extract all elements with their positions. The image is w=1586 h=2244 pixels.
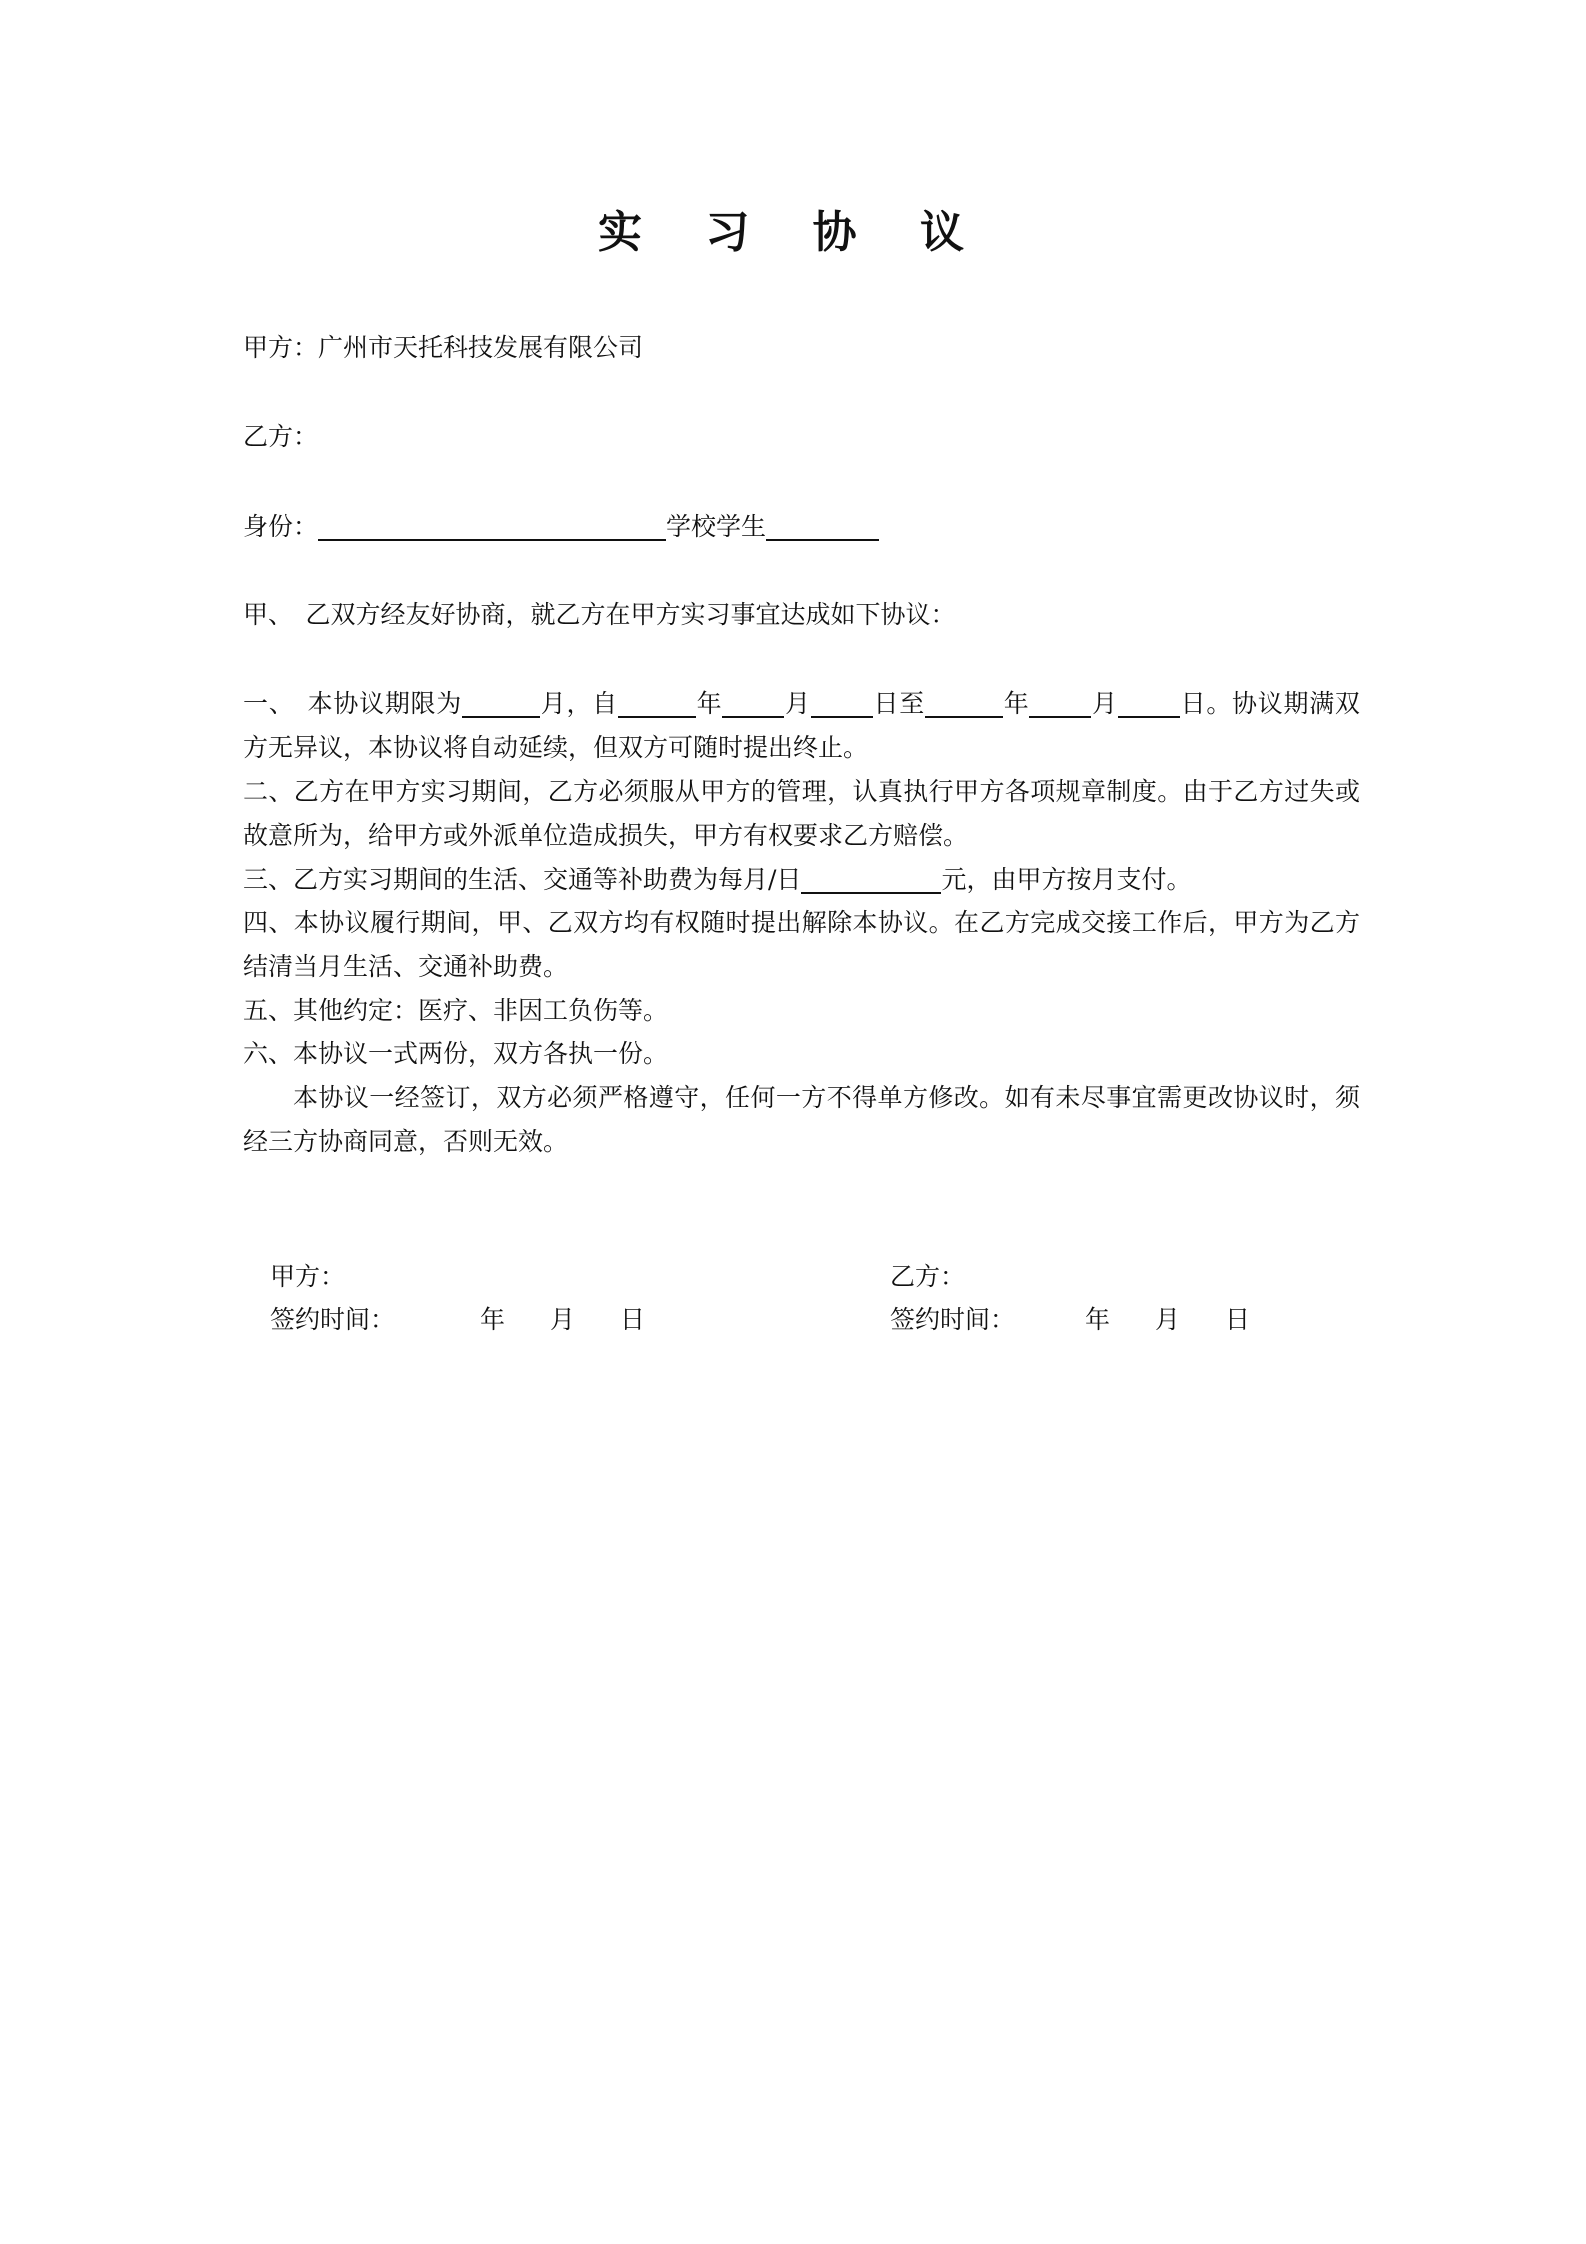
clause-3-suffix: 元，由甲方按月支付。 [941, 865, 1192, 894]
clause-5: 五、其他约定：医疗、非因工负伤等。 [243, 996, 669, 1025]
sign-day-b: 日 [1225, 1305, 1251, 1334]
clause-1-prefix: 一、 本协议期限为 [243, 689, 462, 718]
clause-2: 二、乙方在甲方实习期间，乙方必须服从甲方的管理，认真执行甲方各项规章制度。由于乙方过失或故意所为，给甲方或外派单位造成损失，甲方有权要求乙方赔偿。 [243, 777, 1360, 850]
end-day-blank[interactable] [1118, 686, 1180, 718]
signature-date-a [270, 1298, 645, 1342]
sign-year-b: 年 [1085, 1305, 1111, 1334]
start-year-blank[interactable] [618, 686, 696, 718]
clause-3-prefix: 三、乙方实习期间的生活、交通等补助费为每月/日 [243, 865, 802, 894]
clause-4: 四、本协议履行期间，甲、乙双方均有权随时提出解除本协议。在乙方完成交接工作后，甲方为乙方结清当月生活、交通补助费。 [243, 908, 1360, 981]
start-day-blank[interactable] [811, 686, 873, 718]
clause-6: 六、本协议一式两份，双方各执一份。 [243, 1039, 669, 1068]
sign-time-label-b: 签约时间： [890, 1305, 1016, 1334]
sign-month-b: 月 [1155, 1305, 1181, 1334]
clause-1-month-text: 月，自 [540, 689, 618, 718]
signature-party-a: 甲方： [270, 1262, 346, 1291]
sign-year-a: 年 [480, 1305, 506, 1334]
signature-date-b [890, 1298, 1250, 1342]
party-b-line: 乙方： [243, 422, 319, 451]
document-title: 实 习 协 议 [598, 207, 988, 258]
clause-1-month1: 月 [784, 689, 811, 718]
identity-blank[interactable] [318, 509, 666, 541]
identity-label: 身份： [243, 512, 319, 541]
duration-blank[interactable] [462, 686, 540, 718]
school-student-label: 学校学生 [666, 512, 767, 541]
end-year-blank[interactable] [925, 686, 1003, 718]
clause-1-year1: 年 [695, 689, 723, 718]
sign-month-a: 月 [550, 1305, 576, 1334]
clause-1-day-to: 日至 [872, 689, 925, 718]
clause-1-month2: 月 [1091, 689, 1118, 718]
signature-party-b: 乙方： [890, 1262, 966, 1291]
end-month-blank[interactable] [1029, 686, 1091, 718]
party-a-line: 甲方：广州市天托科技发展有限公司 [243, 333, 644, 362]
student-blank[interactable] [766, 509, 879, 541]
clause-1-year2: 年 [1002, 689, 1030, 718]
allowance-blank[interactable] [801, 862, 941, 894]
clause-1-day-end: 日。协议期满双方无异议，本协议将自动延续，但双方可随时提出终止。 [243, 689, 1360, 762]
sign-day-a: 日 [620, 1305, 646, 1334]
identity-line [243, 505, 879, 549]
start-month-blank[interactable] [722, 686, 784, 718]
clause-3 [243, 858, 1360, 902]
closing-paragraph: 本协议一经签订，双方必须严格遵守，任何一方不得单方修改。如有未尽事宜需更改协议时，须经三方协商同意，否则无效。 [243, 1083, 1360, 1156]
clause-1 [243, 682, 1360, 769]
sign-time-label-a: 签约时间： [270, 1305, 396, 1334]
intro-line: 甲、 乙双方经友好协商，就乙方在甲方实习事宜达成如下协议： [243, 600, 956, 629]
